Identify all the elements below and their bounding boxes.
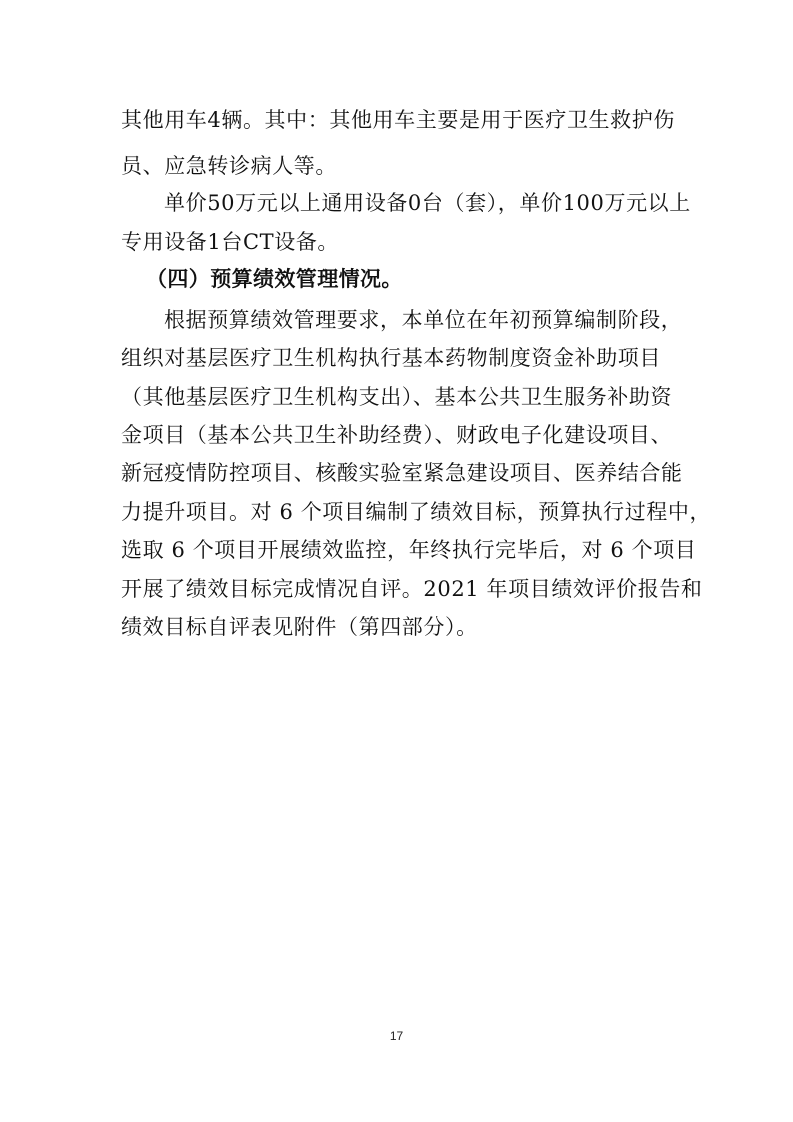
paragraph-vehicles-line-2: 员、应急转诊病人等。 <box>121 154 337 178</box>
paragraph-performance-line-7: 选取 6 个项目开展绩效监控，年终执行完毕后，对 6 个项目 <box>121 538 697 562</box>
paragraph-performance-line-8: 开展了绩效目标完成情况自评。2021 年项目绩效评价报告和 <box>121 577 703 601</box>
paragraph-performance-line-1: 根据预算绩效管理要求，本单位在年初预算编制阶段， <box>164 308 683 332</box>
paragraph-equipment-line-2: 专用设备1台CT设备。 <box>121 230 340 254</box>
paragraph-performance-line-5: 新冠疫情防控项目、核酸实验室紧急建设项目、医养结合能 <box>121 461 683 485</box>
paragraph-vehicles-line-1: 其他用车4辆。其中：其他用车主要是用于医疗卫生救护伤 <box>121 108 675 132</box>
paragraph-performance-line-2: 组织对基层医疗卫生机构执行基本药物制度资金补助项目 <box>121 346 661 370</box>
paragraph-performance-line-3: （其他基层医疗卫生机构支出）、基本公共卫生服务补助资 <box>121 385 673 409</box>
paragraph-equipment-line-1: 单价50万元以上通用设备0台（套），单价100万元以上 <box>164 191 691 215</box>
page-number: 17 <box>389 1029 404 1043</box>
section-heading-budget-performance: （四）预算绩效管理情况。 <box>146 267 403 291</box>
paragraph-performance-line-4: 金项目（基本公共卫生补助经费）、财政电子化建设项目、 <box>121 423 673 447</box>
paragraph-performance-line-9: 绩效目标自评表见附件（第四部分）。 <box>121 615 478 639</box>
paragraph-performance-line-6: 力提升项目。对 6 个项目编制了绩效目标，预算执行过程中， <box>121 500 712 524</box>
